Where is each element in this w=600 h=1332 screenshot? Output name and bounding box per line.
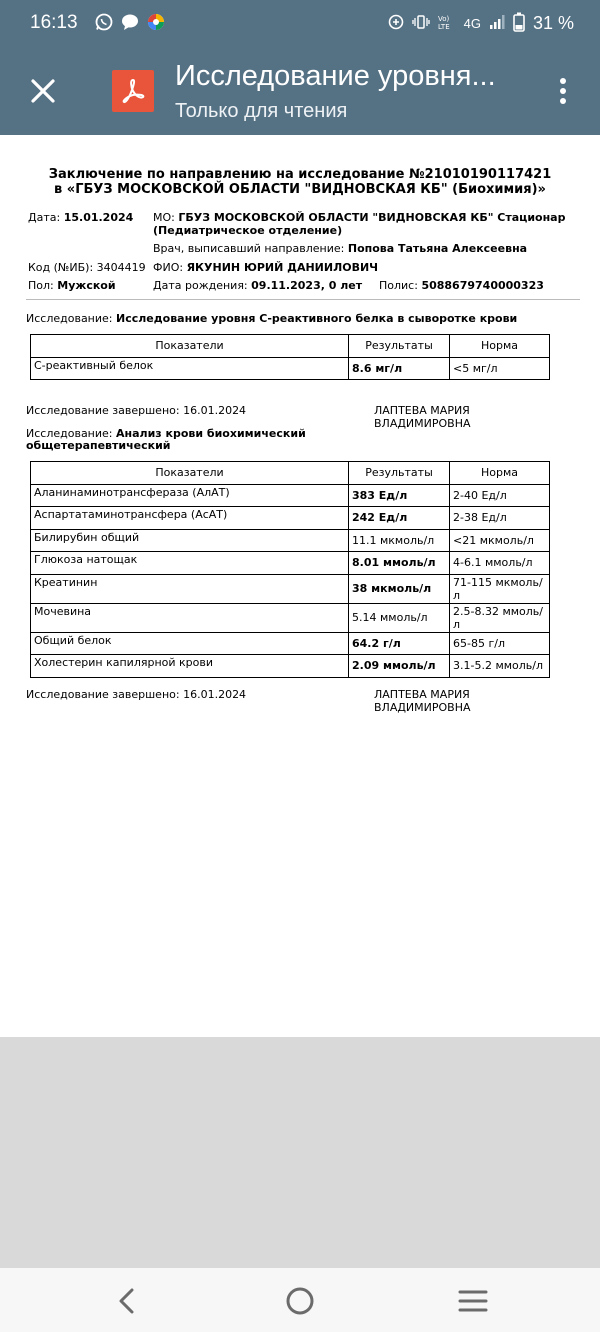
document-title: Исследование уровня...: [175, 60, 496, 92]
table-header: Показатели Результаты Норма: [31, 462, 550, 485]
volte-icon: [438, 14, 456, 33]
sex-row: Пол: Мужской: [28, 279, 116, 292]
table-row: Билирубин общий 11.1 мкмоль/л <21 мкмоль/л: [31, 529, 550, 552]
study2-title: Исследование: Анализ крови биохимический: [26, 427, 306, 440]
menu-icon: [456, 1284, 490, 1318]
birth-row: Дата рождения: 09.11.2023, 0 лет: [153, 279, 363, 292]
study2-table: [30, 461, 550, 678]
close-icon: [28, 76, 58, 106]
table-row: Холестерин капилярной крови 2.09 ммоль/л 3.1-5.2 ммоль/л: [31, 655, 550, 678]
svg-text:LTE: LTE: [437, 23, 450, 30]
status-bar: [0, 0, 600, 48]
date-row: Дата: 15.01.2024: [28, 211, 134, 224]
network-type: 4G: [463, 16, 481, 31]
study2-person: ЛАПТЕВА МАРИЯ ВЛАДИМИРОВНА: [374, 688, 471, 714]
code-row: Код (№ИБ): 3404419: [28, 261, 146, 274]
study2-title-cont: общетерапевтический: [26, 439, 171, 452]
table-row: Мочевина 5.14 ммоль/л 2.5-8.32 ммоль/л: [31, 603, 550, 632]
read-only-label: Только для чтения: [175, 100, 348, 122]
more-options-button[interactable]: [553, 76, 573, 106]
add-circle-icon: [388, 14, 404, 33]
header-line2: в «ГБУЗ МОСКОВСКОЙ ОБЛАСТИ "ВИДНОВСКАЯ КБ" (Биохимия)»: [54, 182, 546, 197]
policy-row: Полис: 5088679740000323: [379, 279, 544, 292]
battery-icon: [513, 12, 525, 35]
app-bar: [0, 48, 600, 135]
home-icon: [283, 1284, 317, 1318]
signal-icon: [489, 14, 505, 33]
status-time: 16:13: [30, 12, 78, 33]
navigation-bar: [0, 1268, 600, 1332]
home-button[interactable]: [283, 1284, 317, 1318]
pdf-page[interactable]: [0, 135, 600, 1037]
notification-icons: [95, 13, 165, 31]
svg-text:Vo): Vo): [437, 15, 449, 23]
study2-completed: Исследование завершено: 16.01.2024: [26, 688, 247, 701]
recents-button[interactable]: [456, 1284, 490, 1318]
mo-row: МО: ГБУЗ МОСКОВСКОЙ ОБЛАСТИ "ВИДНОВСКАЯ КБ" Стационар: [153, 211, 566, 224]
pdf-file-icon: [112, 70, 154, 112]
vibrate-icon: [412, 14, 430, 33]
study1-table: [30, 334, 550, 380]
status-right: [388, 12, 574, 35]
mo-department: (Педиатрическое отделение): [153, 224, 343, 237]
table-header: Показатели Результаты Норма: [31, 335, 550, 358]
table-row: Аспартатаминотрансфера (АсАТ) 242 Ед/л 2-38 Ед/л: [31, 507, 550, 530]
study1-title: Исследование: Исследование уровня С-реактивного белка в сыворотке крови: [26, 312, 518, 325]
more-vert-icon: [553, 76, 573, 106]
table-row: Аланинаминотрансфераза (АлАТ) 383 Ед/л 2-40 Ед/л: [31, 484, 550, 507]
header-line1: Заключение по направлению на исследование №21010190117421: [48, 167, 552, 182]
fio-row: ФИО: ЯКУНИН ЮРИЙ ДАНИИЛОВИЧ: [153, 261, 379, 274]
colorful-app-icon: [147, 13, 165, 31]
back-button[interactable]: [110, 1284, 144, 1318]
chat-bubble-icon: [121, 13, 139, 31]
document-header: [0, 167, 600, 197]
battery-percent: 31 %: [532, 13, 574, 33]
table-row: Общий белок 64.2 г/л 65-85 г/л: [31, 632, 550, 655]
whatsapp-icon: [95, 13, 113, 31]
study1-person: ЛАПТЕВА МАРИЯ ВЛАДИМИРОВНА: [374, 404, 471, 430]
table-row: Глюкоза натощак 8.01 ммоль/л 4-6.1 ммоль/л: [31, 552, 550, 575]
table-row: Креатинин 38 мкмоль/л 71-115 мкмоль/л: [31, 574, 550, 603]
back-icon: [110, 1284, 144, 1318]
separator: [26, 299, 580, 300]
doctor-row: Врач, выписавший направление: Попова Татьяна Алексеевна: [153, 242, 528, 255]
close-button[interactable]: [28, 76, 58, 106]
study1-completed: Исследование завершено: 16.01.2024: [26, 404, 247, 417]
table-row: С-реактивный белок 8.6 мг/л <5 мг/л: [31, 357, 550, 380]
